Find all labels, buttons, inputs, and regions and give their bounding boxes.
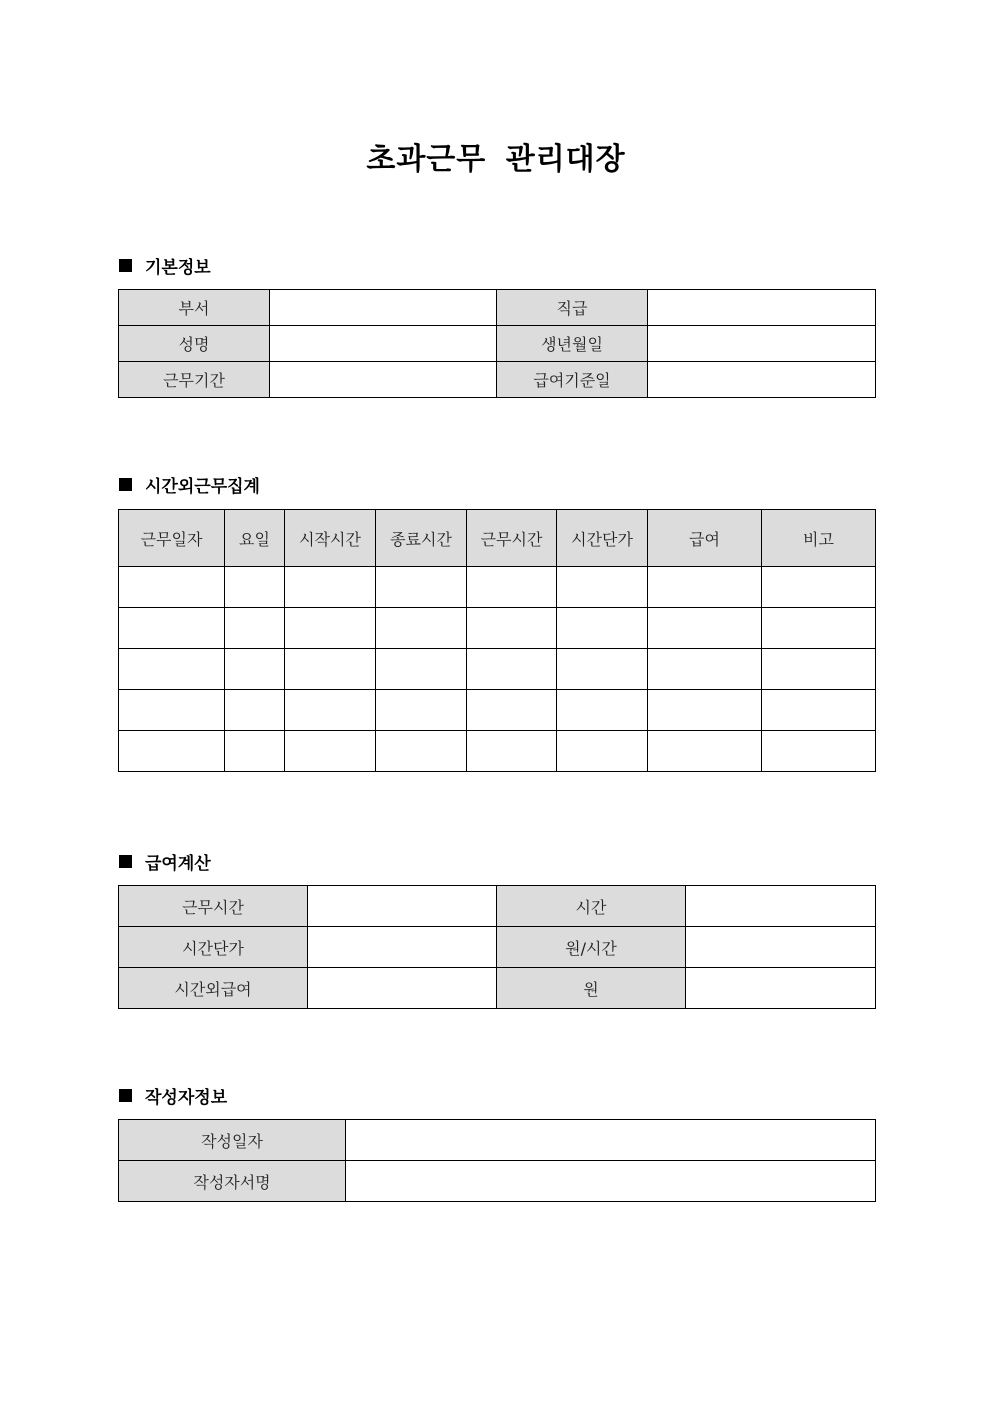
section-heading-basic-info	[119, 253, 211, 277]
column-header-work-date: 근무일자	[119, 510, 225, 567]
section-title: 급여계산	[145, 853, 211, 874]
table-row	[119, 608, 876, 649]
column-header-hourly-rate: 시간단가	[557, 510, 648, 567]
pay-cell[interactable]	[648, 731, 762, 772]
label-position: 직급	[497, 290, 648, 326]
start-time-cell[interactable]	[285, 567, 376, 608]
written-date-field[interactable]	[346, 1120, 876, 1161]
hourly-rate-cell[interactable]	[557, 567, 648, 608]
column-header-remarks: 비고	[762, 510, 876, 567]
start-time-cell[interactable]	[285, 731, 376, 772]
table-row	[119, 1120, 876, 1161]
table-row	[119, 649, 876, 690]
section-heading-salary-calc	[119, 849, 211, 873]
label-written-date: 작성일자	[119, 1120, 346, 1161]
square-bullet-icon	[119, 259, 132, 272]
label-work-hours: 근무시간	[119, 886, 308, 927]
work-hours-cell[interactable]	[467, 608, 557, 649]
table-row	[119, 886, 876, 927]
label-pay-base-date: 급여기준일	[497, 362, 648, 398]
table-row	[119, 731, 876, 772]
work-hours-cell[interactable]	[467, 690, 557, 731]
table-row	[119, 567, 876, 608]
table-row	[119, 1161, 876, 1202]
work-hours-cell[interactable]	[467, 649, 557, 690]
remarks-cell[interactable]	[762, 649, 876, 690]
column-header-end-time: 종료시간	[376, 510, 467, 567]
start-time-cell[interactable]	[285, 608, 376, 649]
table-row	[119, 690, 876, 731]
label-department: 부서	[119, 290, 270, 326]
work-hours-cell[interactable]	[467, 731, 557, 772]
unit-hours: 시간	[497, 886, 686, 927]
basic-info-table	[118, 289, 876, 398]
remarks-cell[interactable]	[762, 690, 876, 731]
hours-unit-field[interactable]	[686, 886, 876, 927]
work-period-field[interactable]	[270, 362, 497, 398]
hourly-rate-cell[interactable]	[557, 690, 648, 731]
won-per-hour-field[interactable]	[686, 927, 876, 968]
weekday-cell[interactable]	[225, 731, 285, 772]
end-time-cell[interactable]	[376, 567, 467, 608]
square-bullet-icon	[119, 1089, 132, 1102]
overtime-pay-field[interactable]	[308, 968, 497, 1009]
work-date-cell[interactable]	[119, 690, 225, 731]
column-header-start-time: 시작시간	[285, 510, 376, 567]
start-time-cell[interactable]	[285, 649, 376, 690]
overtime-summary-table	[118, 509, 876, 772]
work-date-cell[interactable]	[119, 649, 225, 690]
salary-calc-table	[118, 885, 876, 1009]
hourly-rate-cell[interactable]	[557, 608, 648, 649]
work-date-cell[interactable]	[119, 567, 225, 608]
section-title: 작성자정보	[145, 1087, 228, 1108]
square-bullet-icon	[119, 478, 132, 491]
label-overtime-pay: 시간외급여	[119, 968, 308, 1009]
weekday-cell[interactable]	[225, 608, 285, 649]
table-header-row	[119, 510, 876, 567]
unit-won: 원	[497, 968, 686, 1009]
section-heading-author-info	[119, 1083, 227, 1107]
label-name: 성명	[119, 326, 270, 362]
work-date-cell[interactable]	[119, 608, 225, 649]
table-row	[119, 326, 876, 362]
author-signature-field[interactable]	[346, 1161, 876, 1202]
pay-base-date-field[interactable]	[648, 362, 876, 398]
label-birthdate: 생년월일	[497, 326, 648, 362]
label-author-signature: 작성자서명	[119, 1161, 346, 1202]
weekday-cell[interactable]	[225, 649, 285, 690]
pay-cell[interactable]	[648, 608, 762, 649]
section-title: 기본정보	[145, 257, 211, 278]
work-date-cell[interactable]	[119, 731, 225, 772]
column-header-work-hours: 근무시간	[467, 510, 557, 567]
end-time-cell[interactable]	[376, 690, 467, 731]
department-field[interactable]	[270, 290, 497, 326]
column-header-weekday: 요일	[225, 510, 285, 567]
name-field[interactable]	[270, 326, 497, 362]
pay-cell[interactable]	[648, 567, 762, 608]
pay-cell[interactable]	[648, 690, 762, 731]
section-heading-overtime-summary	[119, 472, 260, 496]
label-work-period: 근무기간	[119, 362, 270, 398]
position-field[interactable]	[648, 290, 876, 326]
document-title: 초과근무 관리대장	[366, 142, 626, 177]
column-header-pay: 급여	[648, 510, 762, 567]
hourly-rate-field[interactable]	[308, 927, 497, 968]
end-time-cell[interactable]	[376, 608, 467, 649]
author-info-table	[118, 1119, 876, 1202]
work-hours-cell[interactable]	[467, 567, 557, 608]
table-row	[119, 362, 876, 398]
work-hours-field[interactable]	[308, 886, 497, 927]
end-time-cell[interactable]	[376, 731, 467, 772]
table-row	[119, 290, 876, 326]
pay-cell[interactable]	[648, 649, 762, 690]
remarks-cell[interactable]	[762, 731, 876, 772]
table-row	[119, 927, 876, 968]
end-time-cell[interactable]	[376, 649, 467, 690]
birthdate-field[interactable]	[648, 326, 876, 362]
square-bullet-icon	[119, 855, 132, 868]
table-row	[119, 968, 876, 1009]
label-hourly-rate: 시간단가	[119, 927, 308, 968]
section-title: 시간외근무집계	[145, 476, 260, 497]
hourly-rate-cell[interactable]	[557, 649, 648, 690]
hourly-rate-cell[interactable]	[557, 731, 648, 772]
remarks-cell[interactable]	[762, 608, 876, 649]
weekday-cell[interactable]	[225, 567, 285, 608]
remarks-cell[interactable]	[762, 567, 876, 608]
won-field[interactable]	[686, 968, 876, 1009]
unit-won-per-hour: 원/시간	[497, 927, 686, 968]
start-time-cell[interactable]	[285, 690, 376, 731]
weekday-cell[interactable]	[225, 690, 285, 731]
